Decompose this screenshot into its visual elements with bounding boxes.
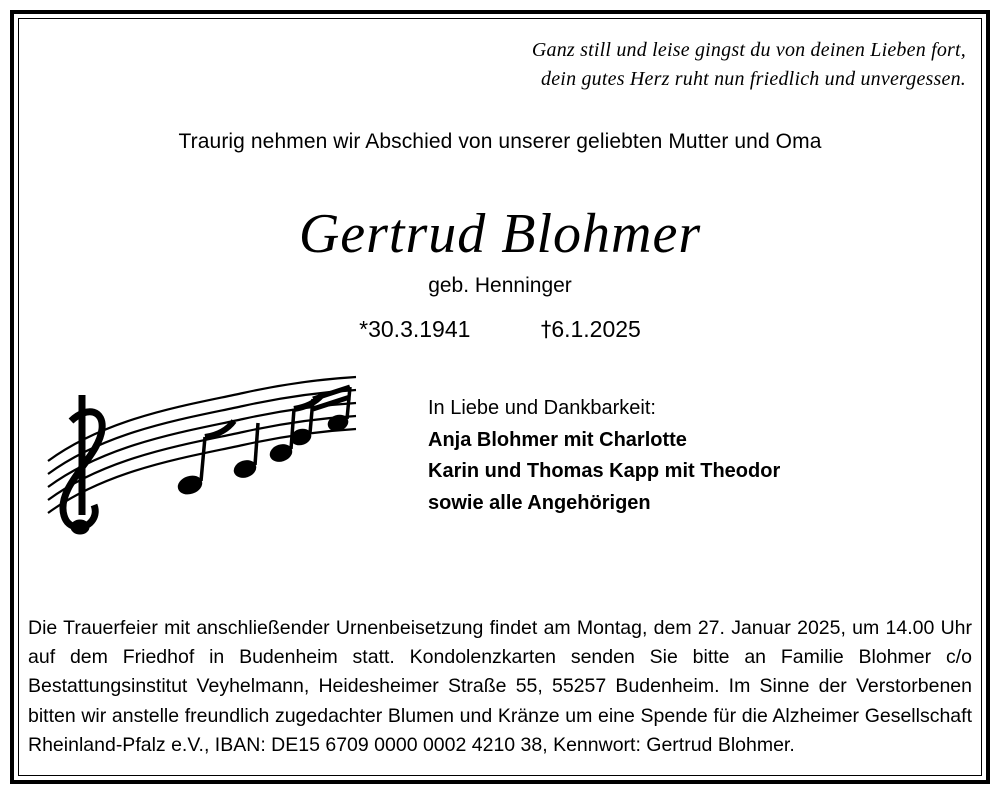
intro-text: Traurig nehmen wir Abschied von unserer geliebten Mutter und Oma	[178, 130, 822, 153]
family-member-1: Anja Blohmer mit Charlotte	[428, 428, 687, 451]
memorial-verse	[28, 36, 966, 94]
verse-line-1: Ganz still und leise gingst du von deinen Lieben fort,	[531, 39, 966, 61]
family-member-3: sowie alle Angehörigen	[428, 491, 651, 514]
family-lead: In Liebe und Dankbarkeit:	[428, 397, 656, 419]
life-dates	[28, 316, 972, 343]
cross-icon: †	[540, 317, 552, 341]
maiden-name: geb. Henninger	[428, 274, 572, 297]
birth-date: *30.3.1941	[359, 316, 471, 342]
verse-line-2: dein gutes Herz ruht nun friedlich und unvergessen.	[541, 68, 966, 90]
middle-section	[28, 365, 972, 555]
family-member-2: Karin und Thomas Kapp mit Theodor	[428, 460, 781, 483]
notice-content	[28, 28, 972, 766]
family-block	[428, 393, 780, 519]
music-notes-icon	[38, 365, 368, 555]
funeral-details-text: Die Trauerfeier mit anschließender Urnenbeisetzung findet am Montag, dem 27. Januar 2025, um 14.00 Uhr auf dem Friedhof in Budenheim statt. Kondolenzkarten senden Sie bitte an Familie Blohmer c/o Bestattungsinstitut Veyhelmann, Heidesheimer Straße 55, 55257 Budenheim. Im Sinne der Verstorbenen bitten wir anstelle freundlich zugedachter Blumen und Kränze um eine Spende für die Alzheimer Gesellschaft Rheinland-Pfalz e.V., IBAN: DE15 6709 0000 0002 4210 38, Kennwort: Gertrud Blohmer.	[28, 616, 972, 756]
death-date: 6.1.2025	[551, 316, 641, 342]
funeral-details	[28, 614, 972, 760]
deceased-name: Gertrud Blohmer	[298, 203, 702, 265]
